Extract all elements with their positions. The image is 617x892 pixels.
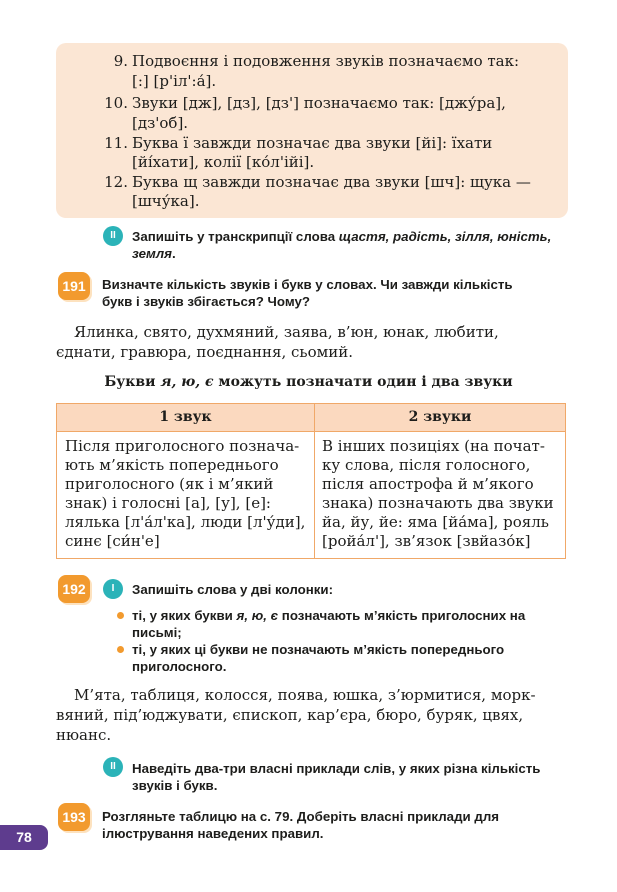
cell-line: Після приголосного познача- <box>65 437 300 455</box>
level-badge-ii: II <box>103 226 123 246</box>
bullet-dot-icon <box>117 612 124 619</box>
exercise-task-line: Наведіть два-три власні приклади слів, у яких різна кількість <box>132 761 541 776</box>
rule-text: Буква щ завжди позначає два звуки [шч]: щука — <box>132 173 531 191</box>
bullet-item <box>132 641 504 658</box>
exercise-task-line: Запишіть слова у дві колонки: <box>132 582 334 597</box>
exercise-task-line: Визначте кількість звуків і букв у словах. Чи завжди кількість <box>102 277 513 292</box>
word-list-line: єднати, гравюра, поєднання, сьомий. <box>56 343 354 361</box>
task-text-part: Запишіть у транскрипції слова <box>132 229 339 244</box>
level-badge-i: I <box>103 579 123 599</box>
rule-12 <box>104 173 603 192</box>
cell-line: ють м’якість попереднього <box>65 456 279 474</box>
task-text <box>132 228 551 245</box>
exercise-task-line: звуків і букв. <box>132 778 218 793</box>
exercise-task-line: ілюстрування наведених правил. <box>102 826 324 841</box>
cell-line: йа, йу, йе: яма [йа́ма], рояль <box>322 513 549 531</box>
rule-text: [:] [р'іл':а́]. <box>132 72 217 90</box>
exercise-task-line: Розгляньте таблицю на с. 79. Доберіть власні приклади для <box>102 809 500 824</box>
bullet-text: приголосного. <box>132 659 227 674</box>
word-list-line: М’ята, таблиця, колосся, поява, юшка, з’юрмитися, морк- <box>74 686 536 704</box>
rule-text: Подвоєння і подовження звуків позначаємо так: <box>132 52 520 70</box>
task-text-part: . <box>171 246 176 261</box>
rule-number: 12. <box>104 173 128 191</box>
word-list-line: нюанс. <box>56 726 112 744</box>
cell-line: ку слова, після голосного, <box>322 456 531 474</box>
rule-number: 11. <box>104 134 128 152</box>
cell-line: приголосного (як і м’який <box>65 475 274 493</box>
table-header-col2: 2 звуки <box>315 404 565 431</box>
exercise-task-line: букв і звуків збігається? Чому? <box>102 294 310 309</box>
word-list-line: вяний, під’юджувати, єпископ, кар’єра, бюро, буряк, цвях, <box>56 706 524 724</box>
table-divider <box>314 404 315 558</box>
cell-line: [ройа́л'], зв’язок [звйазо́к] <box>322 532 531 550</box>
bullet-text: письмі; <box>132 625 182 640</box>
bullet-item <box>132 607 525 624</box>
task-text-italic: щастя, радість, зілля, юність, <box>338 229 552 244</box>
exercise-number-193: 193 <box>58 803 90 831</box>
caption-part: Букви <box>104 374 161 390</box>
bullet-dot-icon <box>117 646 124 653</box>
rule-text: Звуки [дж], [дз], [дз'] позначаємо так: [джу́ра], <box>132 94 506 112</box>
table-caption <box>0 374 617 390</box>
bullet-text-italic: я, ю, є <box>236 608 279 623</box>
rule-text: [дз'об]. <box>132 114 189 132</box>
bullet-text: ті, у яких букви <box>132 608 237 623</box>
rule-number: 9. <box>113 52 128 70</box>
exercise-number-192: 192 <box>58 575 90 603</box>
cell-line: знак) і голосні [а], [у], [е]: <box>65 494 271 512</box>
rule-9 <box>113 52 603 71</box>
cell-line: синє [си́н'е] <box>65 532 160 550</box>
table-cell-col2 <box>322 437 554 551</box>
table-cell-col1 <box>65 437 305 551</box>
word-list-line: Ялинка, свято, духмяний, заява, в’юн, юнак, любити, <box>74 323 499 341</box>
table-header-col1: 1 звук <box>57 404 314 431</box>
rule-number: 10. <box>104 94 128 112</box>
level-badge-ii: II <box>103 757 123 777</box>
cell-line: після апострофа й м’якого <box>322 475 534 493</box>
rule-11 <box>104 134 603 153</box>
page-number: 78 <box>0 825 48 850</box>
cell-line: лялька [л'а́л'ка], люди [л'у́ди], <box>65 513 306 531</box>
letters-table <box>56 403 566 559</box>
cell-line: В інших позиціях (на почат- <box>322 437 545 455</box>
task-text <box>132 245 176 262</box>
cell-line: знака) позначають два звуки <box>322 494 554 512</box>
caption-letters: я, ю, є <box>160 374 214 390</box>
rule-text: [йі́хати], колії [ко́л'ійі]. <box>132 153 315 171</box>
table-divider <box>57 431 565 432</box>
caption-part: можуть позначати один і два звуки <box>213 374 513 390</box>
rule-text: [шчу́ка]. <box>132 192 200 210</box>
rule-text: Буква ї завжди позначає два звуки [йі]: їхати <box>132 134 493 152</box>
bullet-text: ті, у яких ці букви не позначають м’якість попереднього <box>132 642 505 657</box>
bullet-text: позначають м’якість приголосних на <box>278 608 526 623</box>
exercise-number-191: 191 <box>58 272 90 300</box>
rule-10 <box>104 94 603 113</box>
task-text-italic: земля <box>132 246 172 261</box>
